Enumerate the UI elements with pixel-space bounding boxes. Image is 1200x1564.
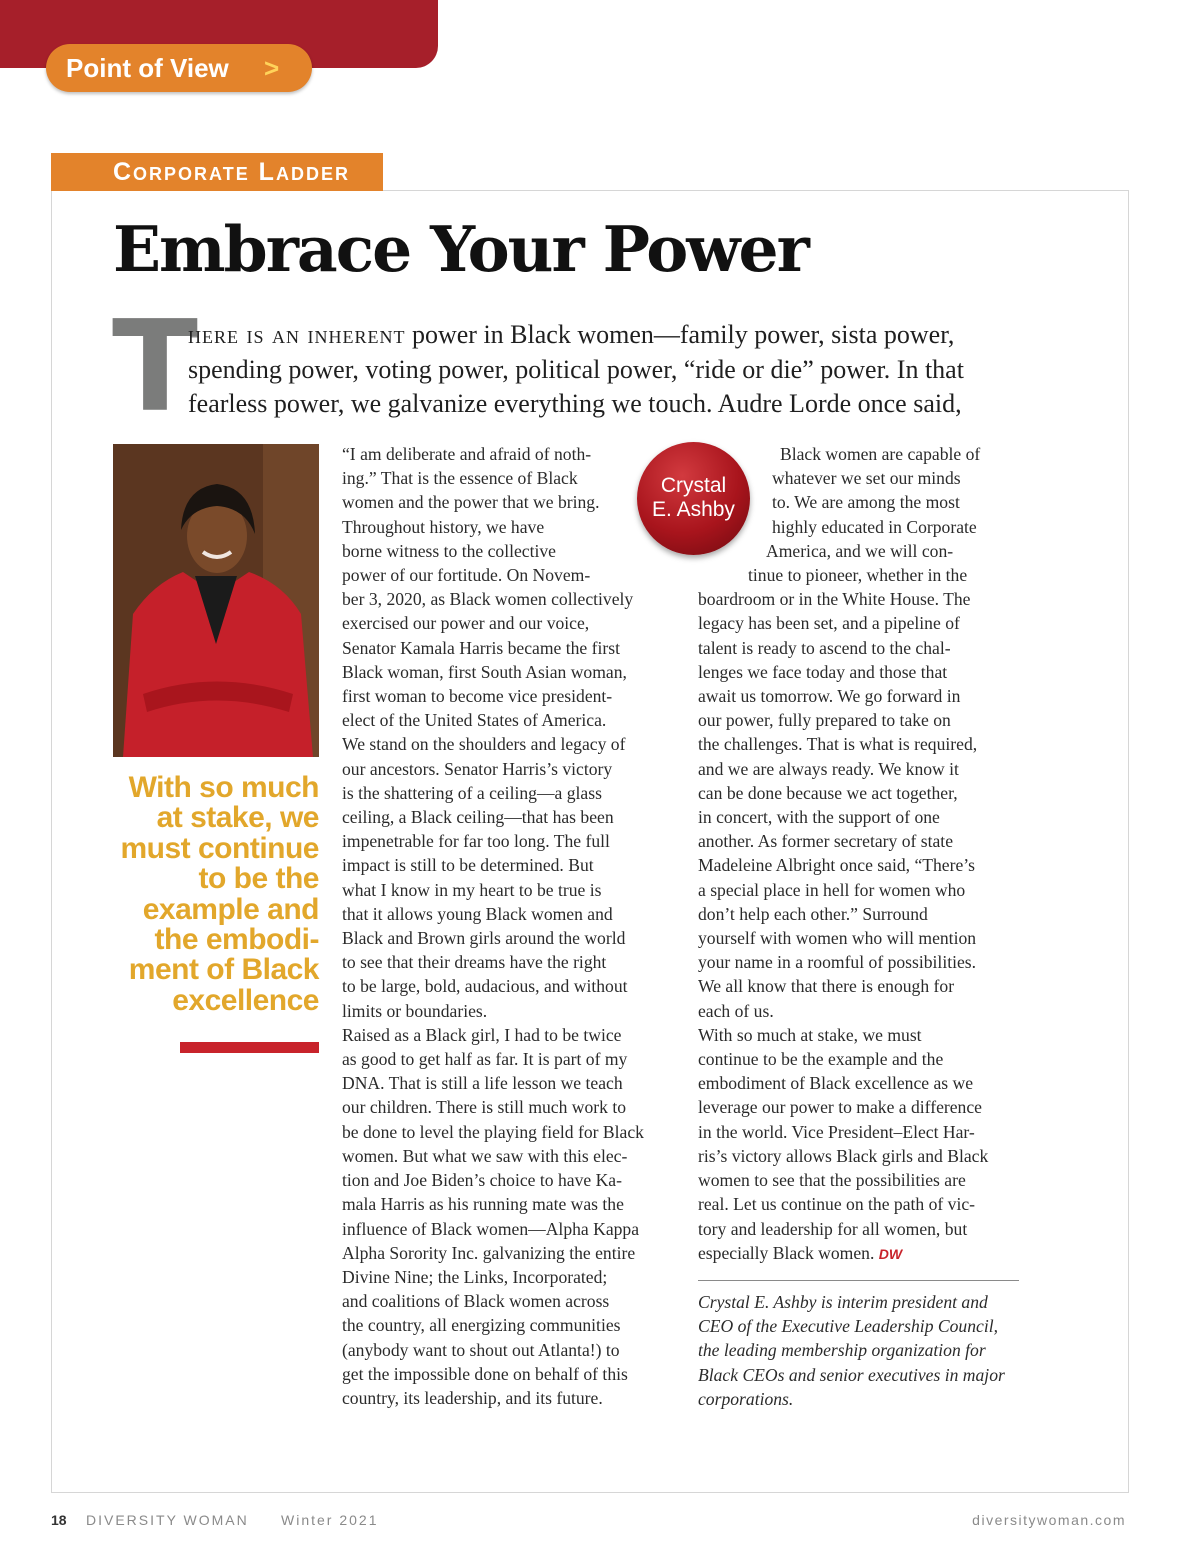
body-text-line: our children. There is still much work to — [342, 1097, 627, 1118]
body-text-line: mala Harris as his running mate was the — [342, 1194, 624, 1215]
body-text-line: DNA. That is still a life lesson we teach — [342, 1073, 623, 1094]
body-text-line: Senator Kamala Harris became the first — [342, 637, 620, 658]
article-title: Embrace Your Power — [113, 212, 808, 286]
author-photo — [113, 444, 319, 757]
bio-line: CEO of the Executive Leadership Council, — [698, 1316, 999, 1337]
body-text-line: the challenges. That is what is required, — [698, 734, 978, 755]
author-last-name: E. Ashby — [652, 498, 735, 521]
bio-divider — [698, 1280, 1019, 1281]
body-text-line: ris’s victory allows Black girls and Black — [698, 1145, 989, 1166]
pull-quote-line: ment of Black — [128, 953, 319, 987]
body-text-line: lenges we face today and those that — [698, 661, 948, 682]
body-text-line: as good to get half as far. It is part of my — [342, 1049, 628, 1070]
body-text-line: to be large, bold, audacious, and without — [342, 976, 628, 997]
body-text-line: each of us. — [698, 1000, 774, 1021]
body-text-line: (anybody want to shout out Atlanta!) to — [342, 1339, 620, 1360]
chevron-right-icon: > — [264, 53, 280, 83]
body-text-line: With so much at stake, we must — [698, 1024, 922, 1045]
body-text-line: highly educated in Corporate — [772, 516, 977, 537]
body-text-line: your name in a roomful of possibilities. — [698, 952, 977, 973]
bio-line: corporations. — [698, 1388, 794, 1409]
body-text-line: impact is still to be determined. But — [342, 855, 594, 876]
body-text-line: tory and leadership for all women, but — [698, 1218, 968, 1239]
body-text-line: whatever we set our minds — [772, 468, 961, 489]
lead-line: here is an inherent power in Black women—family power, sista power, — [188, 320, 955, 349]
pull-quote-line: the embodi- — [154, 923, 319, 957]
body-text-line: can be done because we act together, — [698, 782, 958, 803]
body-text-line: ing.” That is the essence of Black — [342, 468, 578, 489]
body-text-line: especially Black women. — [698, 1242, 875, 1263]
body-text-line: elect of the United States of America. — [342, 710, 607, 731]
body-text-line: exercised our power and our voice, — [342, 613, 590, 634]
body-text-line: legacy has been set, and a pipeline of — [698, 613, 960, 634]
section-label-pill[interactable] — [46, 44, 312, 92]
body-text-line: Divine Nine; the Links, Incorporated; — [342, 1266, 608, 1287]
pull-quote-line: example and — [142, 892, 319, 926]
body-column-2 — [698, 442, 988, 1266]
body-text-line: a special place in hell for women who — [698, 879, 966, 900]
body-text-line: first woman to become vice president- — [342, 686, 613, 707]
end-mark: DW — [878, 1245, 903, 1262]
body-text-line: that it allows young Black women and — [342, 903, 613, 924]
lead-line: spending power, voting power, political power, “ride or die” power. In that — [188, 354, 964, 384]
bio-line: Black CEOs and senior executives in major — [698, 1364, 1005, 1385]
body-text-line: influence of Black women—Alpha Kappa — [342, 1218, 640, 1239]
body-text-line: Black woman, first South Asian woman, — [342, 661, 627, 682]
author-portrait-illustration — [113, 444, 319, 757]
pull-quote-rule — [180, 1042, 319, 1053]
drop-cap: T — [112, 293, 198, 440]
author-bio — [698, 1290, 1005, 1411]
body-text-line: to see that their dreams have the right — [342, 952, 607, 973]
body-text-line: Alpha Sorority Inc. galvanizing the entire — [342, 1242, 636, 1263]
body-text-line: Madeleine Albright once said, “There’s — [698, 855, 976, 876]
category-tab: Corporate Ladder — [51, 153, 383, 191]
body-text-line: country, its leadership, and its future. — [342, 1387, 603, 1408]
author-first-name: Crystal — [660, 474, 727, 497]
body-text-line: We stand on the shoulders and legacy of — [342, 734, 626, 755]
pull-quote-line: at stake, we — [156, 801, 319, 835]
body-text-line: Raised as a Black girl, I had to be twice — [342, 1024, 622, 1045]
pull-quote-line: With so much — [128, 771, 319, 804]
body-column-1 — [342, 442, 644, 1410]
body-text-line: to. We are among the most — [772, 492, 960, 513]
body-text-line: what I know in my heart to be true is — [342, 879, 602, 900]
body-text-line: and coalitions of Black women across — [342, 1291, 610, 1312]
body-text-line: ceiling, a Black ceiling—that has been — [342, 807, 614, 828]
body-text-line: leverage our power to make a difference — [698, 1097, 982, 1118]
website-link[interactable]: diversitywoman.com — [972, 1512, 1126, 1528]
body-text-line: women to see that the possibilities are — [698, 1170, 966, 1191]
body-text-line: Black and Brown girls around the world — [342, 928, 626, 949]
section-label: Point of View — [66, 53, 229, 83]
body-text-line: boardroom or in the White House. The — [698, 589, 971, 610]
lead-line: fearless power, we galvanize everything we touch. Audre Lorde once said, — [188, 389, 962, 418]
body-text-line: await us tomorrow. We go forward in — [698, 686, 961, 707]
pull-quote-line: must continue — [120, 831, 319, 865]
body-text-line: Black women are capable of — [780, 444, 981, 464]
body-text-line: women and the power that we bring. — [342, 492, 600, 513]
body-text-line: another. As former secretary of state — [698, 831, 954, 852]
body-text-line: get the impossible done on behalf of this — [342, 1363, 628, 1384]
body-text-line: the country, all energizing communities — [342, 1315, 621, 1336]
body-text-line: ber 3, 2020, as Black women collectively — [342, 589, 634, 610]
body-text-line: limits or boundaries. — [342, 1000, 488, 1021]
body-text-line: “I am deliberate and afraid of noth- — [342, 444, 592, 464]
body-text-line: embodiment of Black excellence as we — [698, 1073, 974, 1094]
body-text-line: real. Let us continue on the path of vic- — [698, 1194, 976, 1215]
body-text-line: yourself with women who will mention — [698, 928, 977, 949]
publication-name: DIVERSITY WOMAN — [86, 1512, 249, 1528]
pull-quote — [104, 773, 319, 1016]
body-text-line: continue to be the example and the — [698, 1049, 944, 1070]
body-text-line: women. But what we saw with this elec- — [342, 1145, 628, 1166]
pull-quote-line: to be the — [198, 862, 319, 896]
bio-line: Crystal E. Ashby is interim president and — [698, 1292, 988, 1312]
body-text-line: talent is ready to ascend to the chal- — [698, 637, 951, 658]
body-text-line: tion and Joe Biden’s choice to have Ka- — [342, 1170, 622, 1191]
body-text-line: our power, fully prepared to take on — [698, 710, 951, 731]
body-text-line: Throughout history, we have — [342, 516, 545, 537]
lead-paragraph — [188, 318, 1018, 422]
body-text-line: impenetrable for far too long. The full — [342, 831, 610, 852]
body-text-line: is the shattering of a ceiling—a glass — [342, 782, 602, 803]
pull-quote-line: excellence — [172, 983, 319, 1017]
body-text-line: power of our fortitude. On Novem- — [342, 565, 591, 586]
body-text-line: in the world. Vice President–Elect Har- — [698, 1121, 975, 1142]
body-text-line: We all know that there is enough for — [698, 976, 955, 997]
body-text-line: in concert, with the support of one — [698, 807, 940, 828]
body-text-line: and we are always ready. We know it — [698, 758, 959, 779]
body-text-line: tinue to pioneer, whether in the — [748, 565, 968, 586]
bio-line: the leading membership organization for — [698, 1340, 986, 1361]
author-badge — [637, 442, 750, 555]
issue-label: Winter 2021 — [281, 1512, 379, 1528]
page-number: 18 — [51, 1512, 67, 1528]
body-text-line: America, and we will con- — [766, 540, 954, 561]
body-text-line: our ancestors. Senator Harris’s victory — [342, 758, 613, 779]
body-text-line: be done to level the playing field for Black — [342, 1121, 644, 1142]
body-text-line: borne witness to the collective — [342, 540, 556, 561]
body-text-line: don’t help each other.” Surround — [698, 903, 928, 924]
